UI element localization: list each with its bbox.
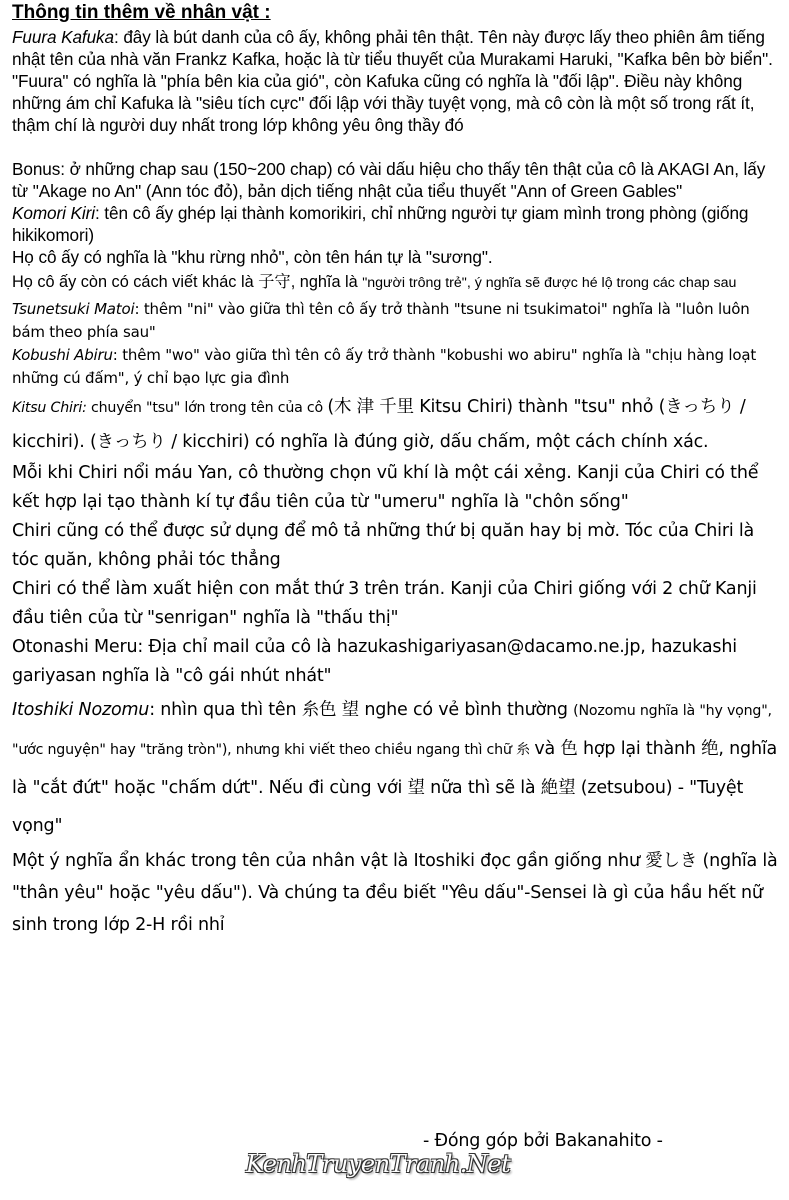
kitsu-shovel: Mỗi khi Chiri nổi máu Yan, cô thường chọn vũ khí là một cái xẻng. Kanji của Chiri có thể kết hợp lại tạo thành kí tự đầu tiên của từ "umeru" nghĩa là "chôn sống" xyxy=(12,463,759,512)
itoshiki-lead: : nhìn qua thì tên 糸色 望 nghe có vẻ bình thường xyxy=(149,700,574,720)
kobushi-name: Kobushi Abiru xyxy=(12,346,113,364)
contributor-signature: - Đóng góp bởi Bakanahito - xyxy=(423,1131,663,1151)
kitsu-curly: Chiri cũng có thể được sử dụng để mô tả những thứ bị quăn hay bị mờ. Tóc của Chiri là tóc quăn, không phải tóc thẳng xyxy=(12,521,755,570)
komori-text: : tên cô ấy ghép lại thành komorikiri, chỉ những người tự giam mình trong phòng (giống hikikomori) xyxy=(12,203,749,245)
komori-alt-writing xyxy=(12,268,784,298)
komori-paragraph xyxy=(12,202,784,246)
itoshiki-paragraph xyxy=(12,691,784,845)
komori-name: Komori Kiri xyxy=(12,203,95,223)
otonashi-paragraph: Otonashi Meru: Địa chỉ mail của cô là hazukashigariyasan@dacamo.ne.jp, hazukashi gariyasan nghĩa là "cô gái nhút nhát" xyxy=(12,637,737,686)
fuura-name: Fuura Kafuka xyxy=(12,27,114,47)
komori-surname: Họ cô ấy có nghĩa là "khu rừng nhỏ", còn tên hán tự là "sương". xyxy=(12,247,493,267)
itoshiki-rest: và 色 hợp lại thành 绝, nghĩa là "cắt đứt" hoặc "chấm dứt". Nếu đi cùng với 望 nữa thì sẽ là 絶望 (zetsubou) - "Tuyệt vọng" xyxy=(12,739,778,836)
site-watermark: KenhTruyenTranh.Net xyxy=(246,1150,511,1178)
kobushi-paragraph xyxy=(12,344,784,390)
kobushi-text: : thêm "wo" vào giữa thì tên cô ấy trở thành "kobushi wo abiru" nghĩa là "chịu hàng loạt những cú đấm", ý chỉ bạo lực gia đình xyxy=(12,346,757,387)
itoshiki-name: Itoshiki Nozomu xyxy=(12,700,150,720)
fuura-text: : đây là bút danh của cô ấy, không phải tên thật. Tên này được lấy theo phiên âm tiếng nhật tên của nhà văn Frankz Kafka, hoặc là từ tiểu thuyết của Murakami Haruki, "Kafka bên bờ biển". xyxy=(12,27,773,69)
kitsu-name: Kitsu Chiri: xyxy=(12,400,87,416)
kitsu-paragraph xyxy=(12,390,784,459)
fuura-paragraph xyxy=(12,26,784,70)
tsunetsuki-name: Tsunetsuki Matoi xyxy=(12,300,135,318)
komori-alt-b: "người trông trẻ", ý nghĩa sẽ được hé lộ trong các chap sau xyxy=(362,275,737,291)
kitsu-rest: (木 津 千里 Kitsu Chiri) thành "tsu" nhỏ (きっちり / kicchiri). (きっちり / kicchiri) có nghĩa là đúng giờ, dấu chấm, một cách chính xác. xyxy=(12,397,746,452)
notes-page xyxy=(12,2,784,941)
tsunetsuki-paragraph xyxy=(12,298,784,344)
kitsu-third-eye: Chiri có thể làm xuất hiện con mắt thứ 3 trên trán. Kanji của Chiri giống với 2 chữ Kanji đầu tiên của từ "senrigan" nghĩa là "thấu thị" xyxy=(12,579,757,628)
komori-alt-a: Họ cô ấy còn có cách viết khác là 子守, nghĩa là xyxy=(12,273,363,291)
fuura-bonus: Bonus: ở những chap sau (150~200 chap) có vài dấu hiệu cho thấy tên thật của cô là AKAGI An, lấy từ "Akage no An" (Ann tóc đỏ), bản dịch tiếng nhật của tiểu thuyết "Ann of Green Gables" xyxy=(12,159,766,201)
tsunetsuki-text: : thêm "ni" vào giữa thì tên cô ấy trở thành "tsune ni tsukimatoi" nghĩa là "luôn luôn bám theo phía sau" xyxy=(12,300,750,341)
kitsu-lead: chuyển "tsu" lớn trong tên của cô xyxy=(86,400,328,416)
fuura-meaning: "Fuura" có nghĩa là "phía bên kia của gió", còn Kafuka cũng có nghĩa là "đối lập". Điều này không những ám chỉ Kafuka là "siêu tích cực" đối lập với thầy tuyệt vọng, mà cô còn là một số trong rất ít, thậm chí là người duy nhất trong lớp không yêu ông thầy đó xyxy=(12,71,755,135)
itoshiki-hidden-meaning: Một ý nghĩa ẩn khác trong tên của nhân vật là Itoshiki đọc gần giống như 愛しき (nghĩa là "thân yêu" hoặc "yêu dấu"). Và chúng ta đều biết "Yêu dấu"-Sensei là gì của hầu hết nữ sinh trong lớp 2-H rồi nhỉ xyxy=(12,851,778,935)
itoshiki-small: (Nozomu nghĩa là "hy vọng", "ước nguyện" hay "trăng tròn"), nhưng khi viết theo chiều ngang thì chữ 糸 xyxy=(12,703,772,758)
spacer xyxy=(12,136,784,158)
page-title: Thông tin thêm về nhân vật : xyxy=(12,2,271,23)
